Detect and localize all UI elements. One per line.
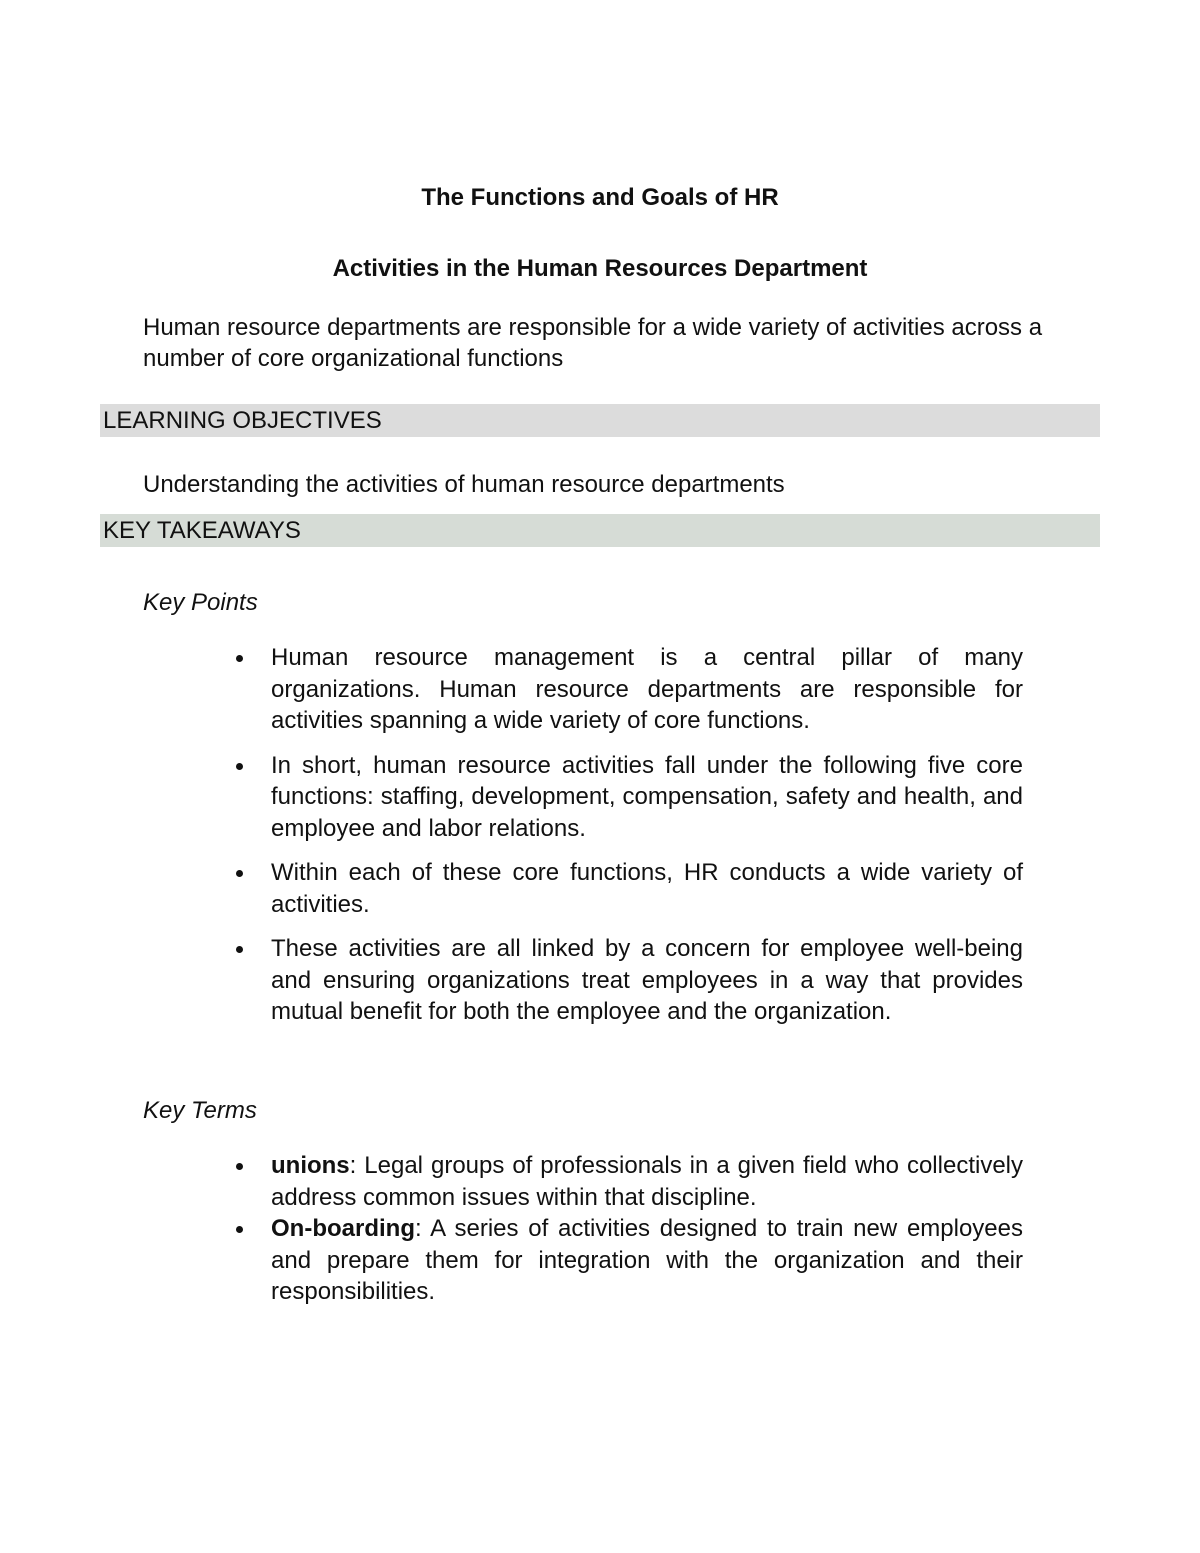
bullet-icon: [236, 1226, 243, 1233]
key-point-text: Human resource management is a central pillar of many organizations. Human resource departments are responsible for activities spanning a wide variety of core functions.: [271, 644, 1023, 734]
learning-objective-text: Understanding the activities of human resource departments: [143, 471, 785, 498]
key-term-definition: : A series of activities designed to train new employees and prepare them for integration with the organization and their responsibilities.: [271, 1215, 1023, 1305]
intro-paragraph: Human resource departments are responsible for a wide variety of activities across a number of core organizational functions: [143, 314, 1043, 372]
list-item: [271, 642, 1023, 737]
list-item: [271, 933, 1023, 1028]
key-point-text: These activities are all linked by a concern for employee well-being and ensuring organizations treat employees in a way that provides mutual benefit for both the employee and the organization.: [271, 935, 1023, 1025]
learning-objectives-heading: LEARNING OBJECTIVES: [100, 404, 1100, 437]
key-points-heading: Key Points: [143, 589, 258, 616]
key-point-text: In short, human resource activities fall under the following five core functions: staffing, development, compensation, safety and health, and employee and labor relations.: [271, 751, 1023, 842]
key-terms-heading: Key Terms: [143, 1097, 257, 1124]
key-takeaways-heading: KEY TAKEAWAYS: [100, 514, 1100, 547]
bullet-icon: [236, 1163, 243, 1170]
document-title: The Functions and Goals of HR: [421, 184, 779, 211]
bullet-icon: [236, 870, 243, 877]
bullet-icon: [236, 655, 243, 662]
key-point-text: Within each of these core functions, HR conducts a wide variety of activities.: [271, 859, 1023, 918]
document-subtitle: Activities in the Human Resources Department: [332, 255, 868, 282]
list-item: [271, 857, 1023, 920]
list-item: [271, 750, 1023, 845]
key-term-definition: : Legal groups of professionals in a given field who collectively address common issues within that discipline.: [271, 1152, 1023, 1211]
list-item: [271, 1213, 1023, 1308]
list-item: [271, 1150, 1023, 1213]
key-term-name: On-boarding: [271, 1215, 415, 1242]
bullet-icon: [236, 763, 243, 770]
key-terms-list: [271, 1150, 1023, 1308]
key-points-list: [271, 642, 1023, 1041]
bullet-icon: [236, 946, 243, 953]
key-term-name: unions: [271, 1152, 350, 1179]
